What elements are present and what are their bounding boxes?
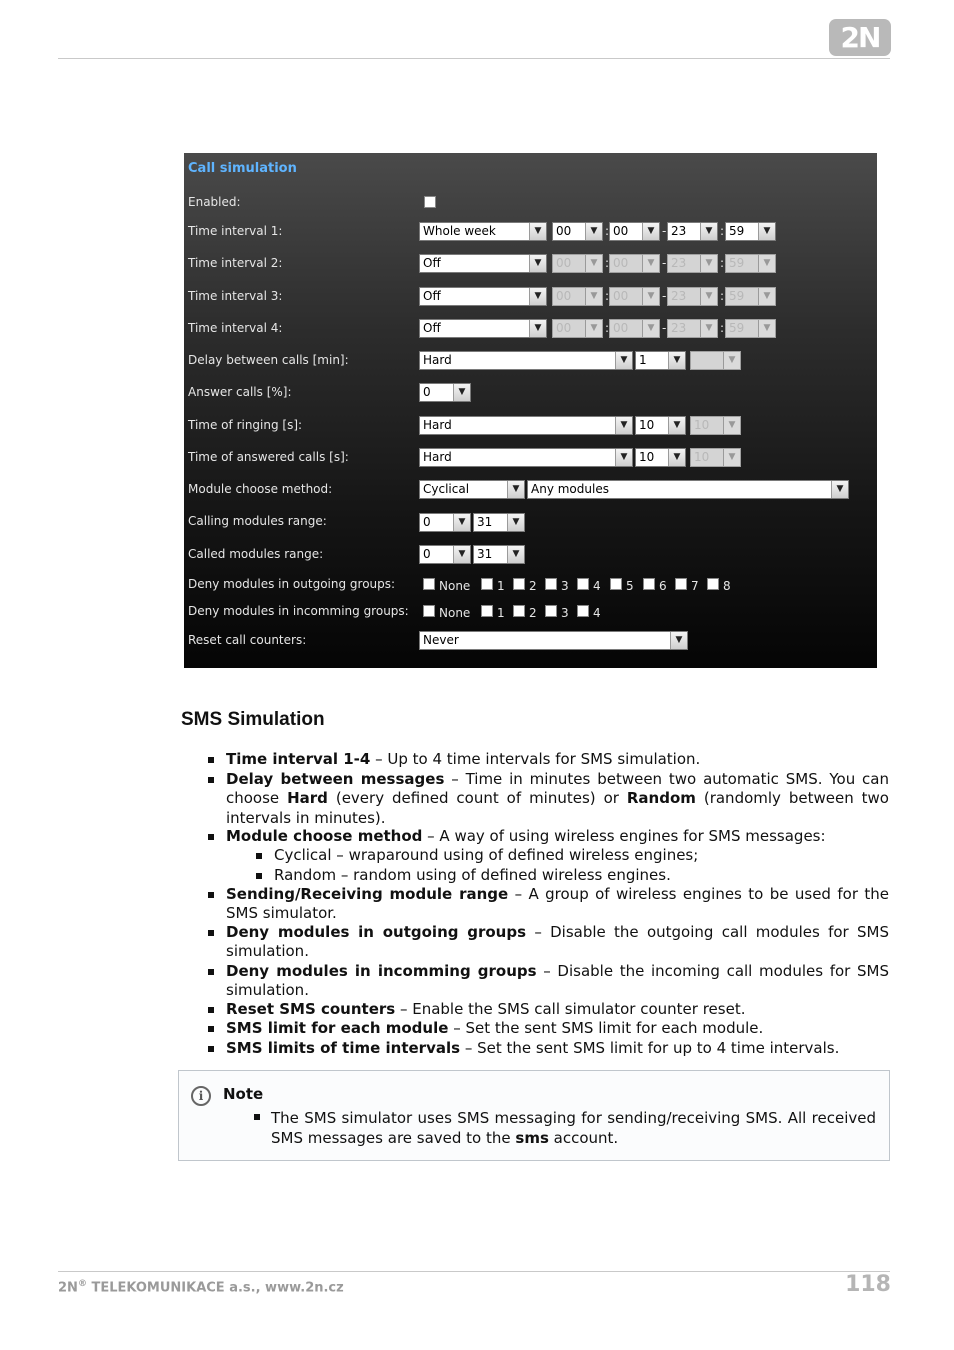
note-title: Note <box>223 1085 264 1103</box>
deny-out-checkbox-4[interactable] <box>577 578 589 590</box>
delay-label: Delay between calls [min]: <box>188 353 349 367</box>
ti3-days-select[interactable] <box>419 287 547 306</box>
deny-in-checkbox-1[interactable] <box>481 605 493 617</box>
chevron-down-icon: ▼ <box>507 546 524 563</box>
ti2-days-select[interactable] <box>419 254 547 273</box>
chevron-down-icon: ▼ <box>507 514 524 531</box>
dash-sep: - <box>662 289 667 303</box>
deny-out-checkbox-3[interactable] <box>545 578 557 590</box>
deny-in-checkbox-3[interactable] <box>545 605 557 617</box>
chevron-down-icon: ▼ <box>642 320 659 337</box>
ti4-h1-select <box>552 319 603 338</box>
ti3-days-value: Off <box>423 289 441 303</box>
ti4-h2-select <box>667 319 718 338</box>
list-item <box>226 827 889 846</box>
ti2-h1-value: 00 <box>556 256 572 270</box>
page-number: 118 <box>845 1272 891 1297</box>
chevron-down-icon: ▼ <box>700 223 717 240</box>
call-simulation-panel <box>184 153 877 668</box>
deny-in-checkbox-label: 2 <box>529 606 537 620</box>
bullet-icon <box>208 757 214 763</box>
colon-sep: : <box>720 224 725 238</box>
bullet-icon <box>208 1007 214 1013</box>
delay-min-select[interactable] <box>635 351 686 370</box>
calling-range-from-value: 0 <box>423 515 431 529</box>
bullet-icon <box>208 834 214 840</box>
item-term: Module choose method <box>226 827 423 845</box>
called-range-from-select[interactable] <box>419 545 471 564</box>
chevron-down-icon: ▼ <box>529 320 546 337</box>
ti1-m1-select[interactable] <box>609 222 660 241</box>
ti3-h1-value: 00 <box>556 289 572 303</box>
colon-sep: : <box>605 321 610 335</box>
ringing-mode-value: Hard <box>423 418 452 432</box>
ti1-m1-value: 00 <box>613 224 629 238</box>
chevron-down-icon: ▼ <box>529 255 546 272</box>
chevron-down-icon: ▼ <box>453 546 470 563</box>
deny-out-checkbox-label: 6 <box>659 579 667 593</box>
ti1-m2-select[interactable] <box>725 222 776 241</box>
ti3-m1-value: 00 <box>613 289 629 303</box>
bullet-icon <box>208 969 214 975</box>
deny-out-checkbox-8[interactable] <box>707 578 719 590</box>
chevron-down-icon: ▼ <box>758 320 775 337</box>
sub-list-item <box>274 846 889 865</box>
chevron-down-icon: ▼ <box>529 288 546 305</box>
ti1-h1-select[interactable] <box>552 222 603 241</box>
list-item <box>226 1019 889 1038</box>
deny-out-checkbox-label: 4 <box>593 579 601 593</box>
chevron-down-icon: ▼ <box>642 288 659 305</box>
ti1-h2-value: 23 <box>671 224 687 238</box>
delay-max-select <box>690 351 741 370</box>
answer-calls-value: 0 <box>423 385 431 399</box>
ti2-h2-select <box>667 254 718 273</box>
note-text-a: The SMS simulator uses SMS messaging for sending/receiving SMS. All received SMS messages are saved to the <box>271 1109 876 1147</box>
called-range-from-value: 0 <box>423 547 431 561</box>
bullet-icon <box>208 1026 214 1032</box>
colon-sep: : <box>605 256 610 270</box>
ti4-h1-value: 00 <box>556 321 572 335</box>
item-term: Delay between messages <box>226 770 445 788</box>
chevron-down-icon: ▼ <box>700 288 717 305</box>
calling-range-to-value: 31 <box>477 515 493 529</box>
answered-max-select <box>690 448 741 467</box>
module-set-value: Any modules <box>531 482 609 496</box>
chevron-down-icon: ▼ <box>585 320 602 337</box>
reset-counters-select[interactable] <box>419 631 688 650</box>
bullet-icon <box>208 777 214 783</box>
bullet-icon <box>254 1114 260 1120</box>
deny-in-checkbox-label: 4 <box>593 606 601 620</box>
item-text: (every defined count of minutes) or <box>327 789 627 808</box>
ti2-h2-value: 23 <box>671 256 687 270</box>
list-item <box>226 962 889 1001</box>
footer-registered-mark: ® <box>77 1279 87 1289</box>
item-text: – Enable the SMS call simulator counter reset. <box>395 1000 746 1018</box>
colon-sep: : <box>720 256 725 270</box>
list-item <box>226 1000 889 1019</box>
footer-company-name: 2N <box>58 1280 78 1296</box>
module-method-select[interactable] <box>419 480 525 499</box>
chevron-down-icon: ▼ <box>700 255 717 272</box>
answered-mode-value: Hard <box>423 450 452 464</box>
ti1-days-select[interactable] <box>419 222 547 241</box>
deny-out-checkbox-2[interactable] <box>513 578 525 590</box>
deny-in-checkbox-2[interactable] <box>513 605 525 617</box>
ti2-m2-select <box>725 254 776 273</box>
ringing-max-select <box>690 416 741 435</box>
bullet-icon <box>208 1046 214 1052</box>
item-text: – Set the sent SMS limit for up to 4 time intervals. <box>460 1039 840 1057</box>
item-text: – Disable the outgoing call modules for SMS simulation. <box>226 923 889 961</box>
enabled-checkbox[interactable] <box>424 196 436 208</box>
item-term: Time interval 1-4 <box>226 750 371 768</box>
chevron-down-icon: ▼ <box>758 255 775 272</box>
deny-out-checkbox-label: 1 <box>497 579 505 593</box>
ti3-h2-value: 23 <box>671 289 687 303</box>
time-interval-1-label: Time interval 1: <box>188 224 283 238</box>
chevron-down-icon: ▼ <box>615 449 632 466</box>
chevron-down-icon: ▼ <box>507 481 524 498</box>
deny-outgoing-label: Deny modules in outgoing groups: <box>188 577 396 591</box>
chevron-down-icon: ▼ <box>585 223 602 240</box>
item-term: Random <box>626 789 696 808</box>
item-term: Hard <box>287 789 328 808</box>
deny-out-checkbox-label: 8 <box>723 579 731 593</box>
ti1-days-value: Whole week <box>423 224 496 238</box>
reset-counters-label: Reset call counters: <box>188 633 307 647</box>
chevron-down-icon: ▼ <box>453 384 470 401</box>
colon-sep: : <box>720 289 725 303</box>
dash-sep: - <box>662 256 667 270</box>
ti4-days-select[interactable] <box>419 319 547 338</box>
item-text: – Set the sent SMS limit for each module. <box>448 1019 764 1037</box>
delay-mode-select[interactable] <box>419 351 633 370</box>
note-text-c: account. <box>548 1129 619 1147</box>
colon-sep: : <box>720 321 725 335</box>
called-range-to-value: 31 <box>477 547 493 561</box>
bullet-icon <box>256 853 262 859</box>
chevron-down-icon: ▼ <box>668 352 685 369</box>
answer-calls-label: Answer calls [%]: <box>188 385 292 399</box>
module-method-label: Module choose method: <box>188 482 333 496</box>
time-interval-3-label: Time interval 3: <box>188 289 283 303</box>
answered-label: Time of answered calls [s]: <box>188 450 349 464</box>
ringing-min-select[interactable] <box>635 416 686 435</box>
bullet-icon <box>256 873 262 879</box>
item-text: – A way of using wireless engines for SMS messages: <box>422 827 826 845</box>
ringing-max-value: 10 <box>694 418 710 432</box>
chevron-down-icon: ▼ <box>723 417 740 434</box>
calling-range-to-select[interactable] <box>473 513 525 532</box>
ti4-m2-select <box>725 319 776 338</box>
deny-in-checkbox-4[interactable] <box>577 605 589 617</box>
sub-list-item <box>274 866 889 885</box>
list-item <box>226 750 889 769</box>
item-term: SMS limits of time intervals <box>226 1039 461 1057</box>
chevron-down-icon: ▼ <box>529 223 546 240</box>
item-term: Deny modules in incomming groups <box>226 962 537 980</box>
deny-out-checkbox-label: 5 <box>626 579 634 593</box>
panel-title: Call simulation <box>188 161 297 176</box>
footer-company <box>58 1279 344 1295</box>
answered-min-select[interactable] <box>635 448 686 467</box>
deny-out-checkbox-none[interactable] <box>423 578 435 590</box>
list-item <box>226 770 889 828</box>
info-icon: i <box>191 1086 211 1106</box>
item-text: Cyclical – wraparound using of defined wireless engines; <box>274 846 699 864</box>
delay-mode-value: Hard <box>423 353 452 367</box>
item-term: Sending/Receiving module range <box>226 885 509 903</box>
deny-in-checkbox-label: None <box>439 606 471 620</box>
module-set-select[interactable] <box>527 480 849 499</box>
module-method-value: Cyclical <box>423 482 470 496</box>
chevron-down-icon: ▼ <box>831 481 848 498</box>
ti2-days-value: Off <box>423 256 441 270</box>
ti1-m2-value: 59 <box>729 224 745 238</box>
ti4-m1-value: 00 <box>613 321 629 335</box>
deny-out-checkbox-label: 2 <box>529 579 537 593</box>
colon-sep: : <box>605 289 610 303</box>
deny-out-checkbox-1[interactable] <box>481 578 493 590</box>
ti3-m2-select <box>725 287 776 306</box>
deny-out-checkbox-5[interactable] <box>610 578 622 590</box>
chevron-down-icon: ▼ <box>670 632 687 649</box>
reset-counters-value: Never <box>423 633 459 647</box>
answered-max-value: 10 <box>694 450 710 464</box>
item-text: – Up to 4 time intervals for SMS simulation. <box>370 750 701 768</box>
colon-sep: : <box>605 224 610 238</box>
dash-sep: - <box>662 224 667 238</box>
calling-range-from-select[interactable] <box>419 513 471 532</box>
deny-in-checkbox-label: 3 <box>561 606 569 620</box>
item-term: Reset SMS counters <box>226 1000 396 1018</box>
footer-company-rest: TELEKOMUNIKACE a.s., www.2n.cz <box>86 1280 344 1296</box>
list-item <box>226 923 889 962</box>
deny-in-checkbox-label: 1 <box>497 606 505 620</box>
time-interval-2-label: Time interval 2: <box>188 256 283 270</box>
calling-range-label: Calling modules range: <box>188 514 327 528</box>
deny-incoming-label: Deny modules in incomming groups: <box>188 604 409 618</box>
note-text-b: sms <box>515 1129 549 1147</box>
chevron-down-icon: ▼ <box>642 223 659 240</box>
ti1-h1-value: 00 <box>556 224 572 238</box>
ringing-mode-select[interactable] <box>419 416 633 435</box>
chevron-down-icon: ▼ <box>615 352 632 369</box>
deny-out-checkbox-6[interactable] <box>643 578 655 590</box>
chevron-down-icon: ▼ <box>700 320 717 337</box>
chevron-down-icon: ▼ <box>668 449 685 466</box>
ti4-m2-value: 59 <box>729 321 745 335</box>
header-rule <box>58 58 890 59</box>
ti4-days-value: Off <box>423 321 441 335</box>
deny-out-checkbox-label: 7 <box>691 579 699 593</box>
chevron-down-icon: ▼ <box>642 255 659 272</box>
chevron-down-icon: ▼ <box>615 417 632 434</box>
item-text: – Disable the incoming call modules for SMS simulation. <box>226 962 889 1000</box>
ti2-h1-select <box>552 254 603 273</box>
ringing-label: Time of ringing [s]: <box>188 418 303 432</box>
ti3-m1-select <box>609 287 660 306</box>
chevron-down-icon: ▼ <box>723 352 740 369</box>
ti3-h2-select <box>667 287 718 306</box>
item-text: – Time in minutes between two automatic SMS. You can choose <box>226 770 890 808</box>
deny-out-checkbox-label: None <box>439 579 471 593</box>
called-range-label: Called modules range: <box>188 547 324 561</box>
chevron-down-icon: ▼ <box>758 288 775 305</box>
chevron-down-icon: ▼ <box>453 514 470 531</box>
section-heading: SMS Simulation <box>181 709 325 730</box>
item-text: Random – random using of defined wireless engines. <box>274 866 671 884</box>
bullet-icon <box>208 930 214 936</box>
ti3-m2-value: 59 <box>729 289 745 303</box>
dash-sep: - <box>662 321 667 335</box>
ti4-h2-value: 23 <box>671 321 687 335</box>
item-term: SMS limit for each module <box>226 1019 449 1037</box>
ti4-m1-select <box>609 319 660 338</box>
ti2-m1-select <box>609 254 660 273</box>
answered-min-value: 10 <box>639 450 655 464</box>
answered-mode-select[interactable] <box>419 448 633 467</box>
answer-calls-select[interactable] <box>419 383 471 402</box>
note-box <box>178 1070 890 1161</box>
item-term: Deny modules in outgoing groups <box>226 923 527 941</box>
list-item <box>226 885 889 924</box>
chevron-down-icon: ▼ <box>585 255 602 272</box>
deny-out-checkbox-label: 3 <box>561 579 569 593</box>
list-item <box>226 1039 889 1058</box>
ti1-h2-select[interactable] <box>667 222 718 241</box>
chevron-down-icon: ▼ <box>585 288 602 305</box>
company-logo: 2N <box>829 19 891 56</box>
ti2-m2-value: 59 <box>729 256 745 270</box>
deny-in-checkbox-none[interactable] <box>423 605 435 617</box>
delay-min-value: 1 <box>639 353 647 367</box>
chevron-down-icon: ▼ <box>668 417 685 434</box>
ti2-m1-value: 00 <box>613 256 629 270</box>
footer-rule <box>58 1271 890 1272</box>
enabled-label: Enabled: <box>188 195 241 209</box>
chevron-down-icon: ▼ <box>723 449 740 466</box>
deny-out-checkbox-7[interactable] <box>675 578 687 590</box>
time-interval-4-label: Time interval 4: <box>188 321 283 335</box>
bullet-icon <box>208 892 214 898</box>
called-range-to-select[interactable] <box>473 545 525 564</box>
note-text <box>271 1108 876 1148</box>
ti3-h1-select <box>552 287 603 306</box>
chevron-down-icon: ▼ <box>758 223 775 240</box>
item-text: (randomly between two intervals in minutes). <box>226 789 889 827</box>
ringing-min-value: 10 <box>639 418 655 432</box>
item-text: – A group of wireless engines to be used for the SMS simulator. <box>226 885 889 923</box>
